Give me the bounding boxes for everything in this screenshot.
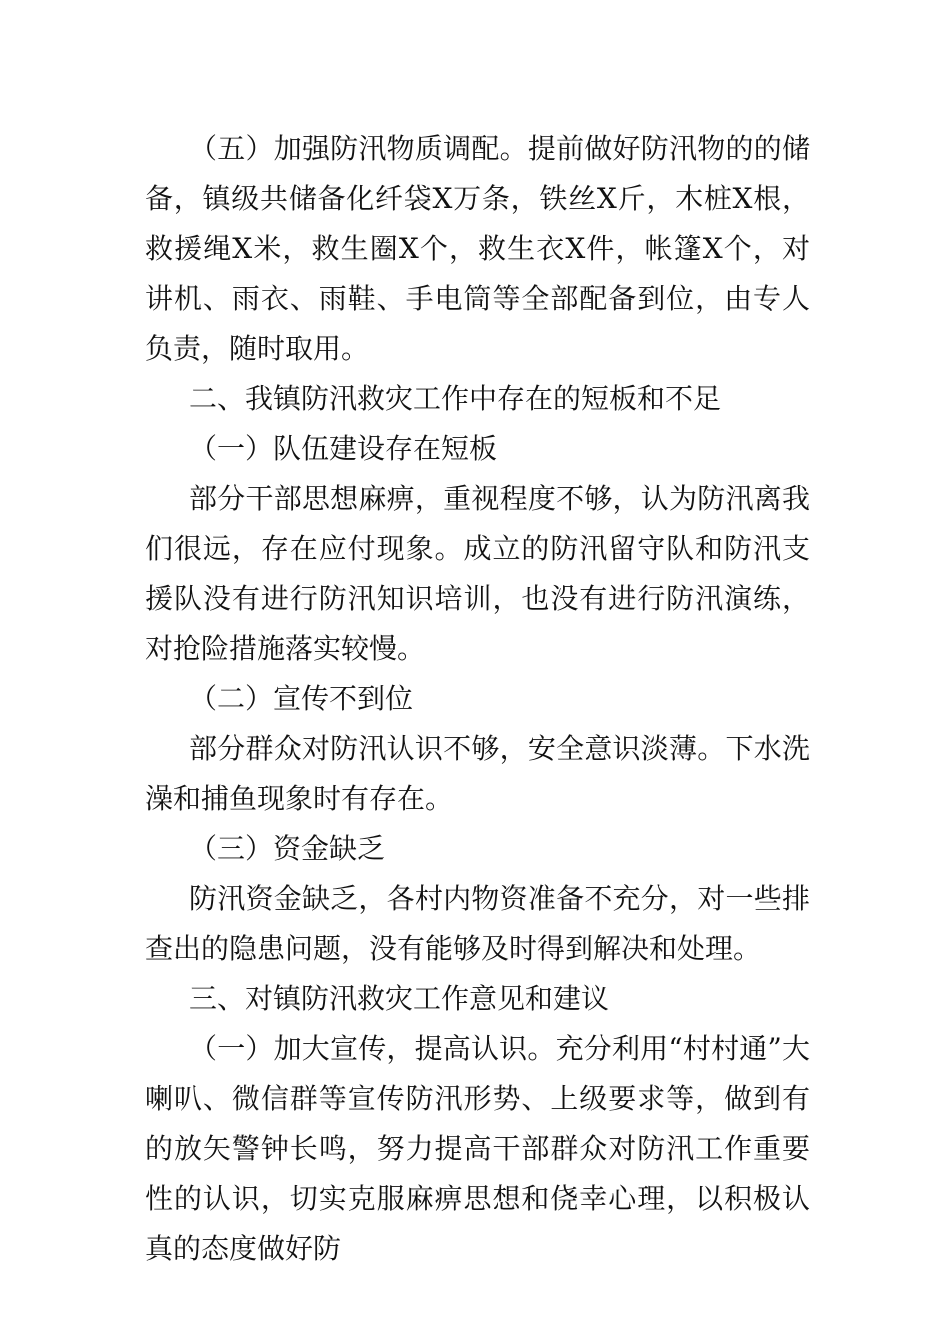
subheading-team: （一）队伍建设存在短板 [189,432,498,465]
paragraph-team: 部分干部思想麻痹，重视程度不够，认为防汛离我们很远，存在应付现象。成立的防汛留守队和防汛支援队没有进行防汛知识培训，也没有进行防汛演练，对抢险措施落实较慢。 [145,482,810,665]
paragraph-funds: 防汛资金缺乏，各村内物资准备不充分，对一些排查出的隐患问题，没有能够及时得到解决和处理。 [145,882,810,965]
paragraph-publicity: 部分群众对防汛认识不够，安全意识淡薄。下水洗澡和捕鱼现象时有存在。 [145,732,810,815]
paragraph-suggestion-publicity: （一）加大宣传，提高认识。充分利用“村村通”大喇叭、微信群等宣传防汛形势、上级要求等，做到有的放矢警钟长鸣，努力提高干部群众对防汛工作重要性的认识，切实克服麻痹思想和侥幸心理，以积极认真的态度做好防 [145,1032,810,1265]
paragraph-supplies: （五）加强防汛物质调配。提前做好防汛物的的储备，镇级共储备化纤袋X万条，铁丝X斤，木桩X根，救援绳X米，救生圈X个，救生衣X件，帐篷X个，对讲机、雨衣、雨鞋、手电筒等全部配备到位，由专人负责，随时取用。 [145,132,810,365]
document-page [145,124,810,1274]
section-heading-suggestions: 三、对镇防汛救灾工作意见和建议 [189,982,610,1015]
subheading-publicity: （二）宣传不到位 [189,682,414,715]
section-heading-shortcomings: 二、我镇防汛救灾工作中存在的短板和不足 [189,382,722,415]
subheading-funds: （三）资金缺乏 [189,832,386,865]
